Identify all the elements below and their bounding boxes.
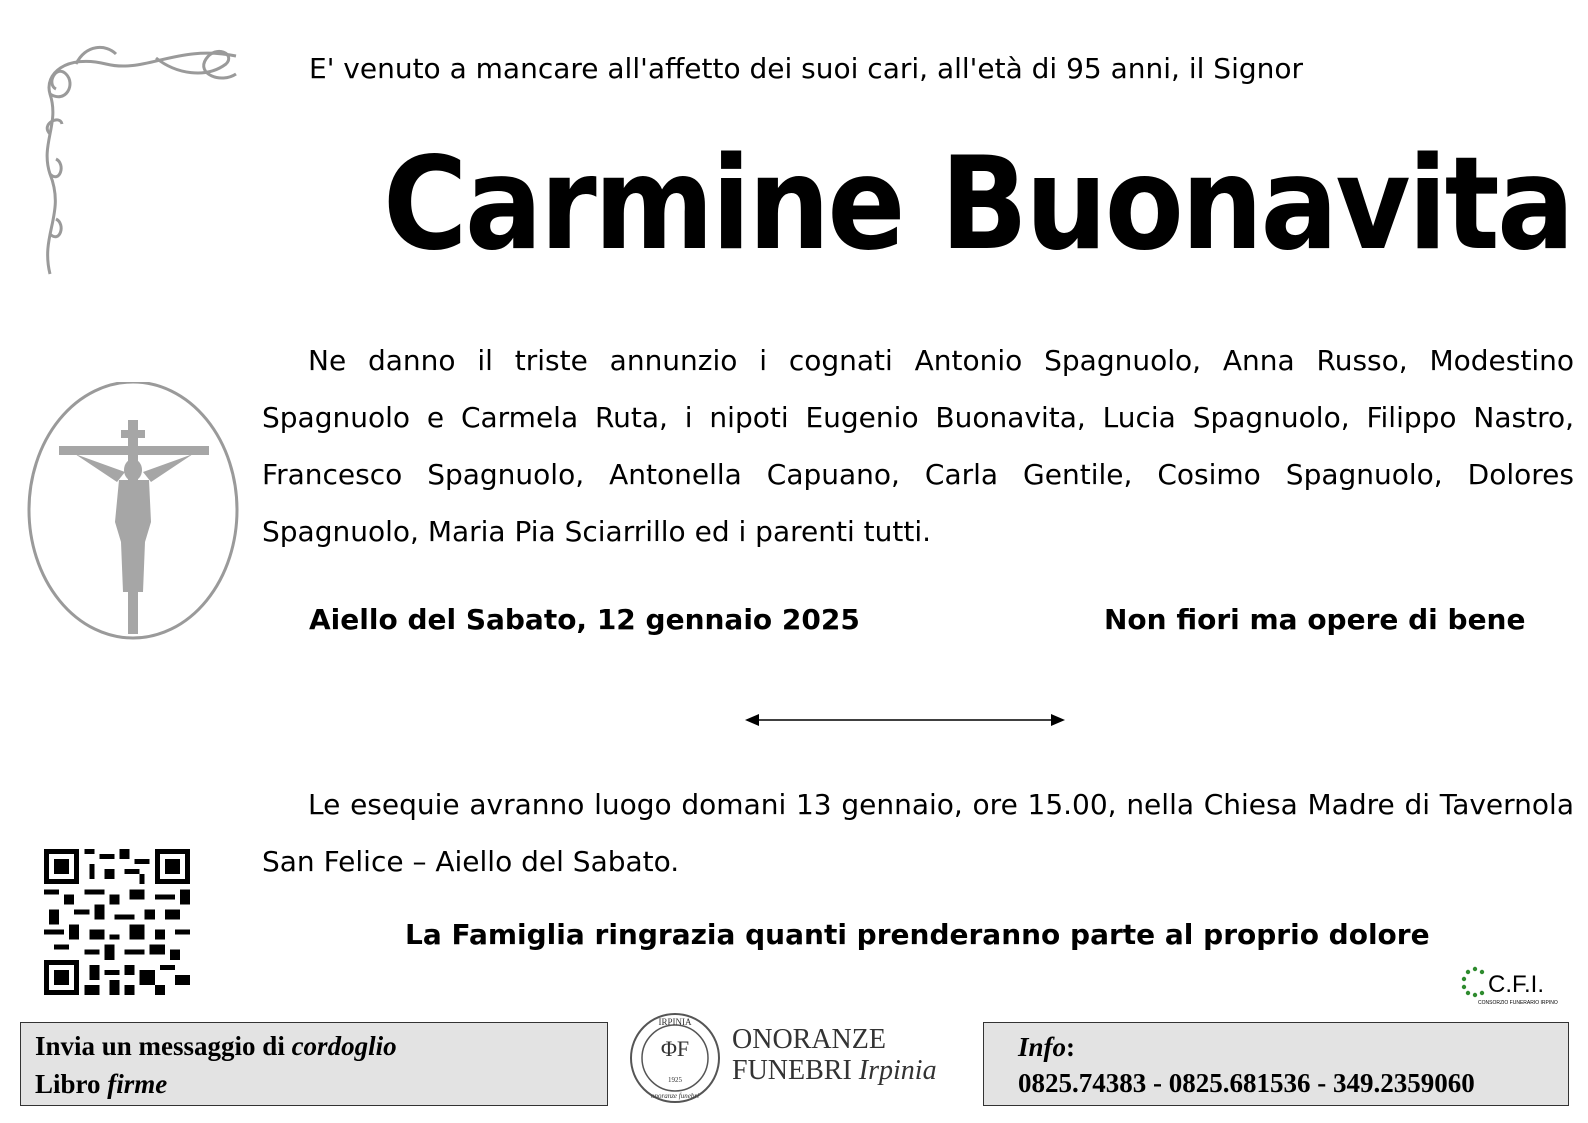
qr-code-icon[interactable] bbox=[44, 849, 190, 995]
signature-book-link[interactable] bbox=[35, 1065, 593, 1103]
svg-text:ΦF: ΦF bbox=[660, 1036, 690, 1061]
seal-bottom-text: onoranze funebri bbox=[650, 1092, 700, 1100]
info-box bbox=[983, 1022, 1569, 1106]
book-prefix: Libro bbox=[35, 1069, 108, 1099]
crucifix-icon bbox=[25, 382, 245, 652]
seal-top-text: IRPINIA bbox=[658, 1017, 692, 1027]
condolence-box[interactable] bbox=[20, 1022, 608, 1106]
company-line2: FUNEBRI bbox=[732, 1055, 859, 1086]
family-paragraph bbox=[262, 332, 1574, 560]
family-text: Ne danno il triste annunzio i cognati Antonio Spagnuolo, Anna Russo, Modestino Spagnuolo e Carmela Ruta, i nipoti Eugenio Buonavita, Lucia Spagnuolo, Filippo Nastro, Francesco Spagnuolo, Antonella Capuano, Carla Gentile, Cosimo Spagnuolo, Dolores Spagnuolo, Maria Pia Sciarrillo ed i parenti tutti. bbox=[262, 344, 1574, 548]
company-line2-italic: Irpinia bbox=[858, 1055, 937, 1086]
motto-text: Non fiori ma opere di bene bbox=[1104, 603, 1526, 636]
corner-ornament-icon bbox=[36, 34, 246, 284]
cfi-logo-icon bbox=[1458, 965, 1566, 1007]
phone-numbers[interactable]: 0825.74383 - 0825.681536 - 349.2359060 bbox=[1018, 1068, 1475, 1098]
place-date: Aiello del Sabato, 12 gennaio 2025 bbox=[309, 603, 860, 636]
cfi-subtext: CONSORZIO FUNERARIO IRPINO bbox=[1478, 1000, 1558, 1006]
info-label: Info bbox=[1018, 1032, 1067, 1062]
deceased-name: Carmine Buonavita bbox=[383, 130, 1573, 279]
company-name bbox=[732, 1024, 937, 1086]
funeral-text: Le esequie avranno luogo domani 13 gennaio, ore 15.00, nella Chiesa Madre di Tavernola San Felice – Aiello del Sabato. bbox=[262, 788, 1574, 878]
seal-year: 1925 bbox=[668, 1076, 682, 1084]
double-arrow-icon bbox=[745, 710, 1065, 730]
book-italic: firme bbox=[107, 1069, 168, 1099]
intro-text: E' venuto a mancare all'affetto dei suoi cari, all'età di 95 anni, il Signor bbox=[309, 52, 1304, 85]
cfi-text: C.F.I. bbox=[1488, 971, 1545, 998]
condolence-prefix: Invia un messaggio di bbox=[35, 1031, 292, 1061]
funeral-paragraph bbox=[262, 776, 1574, 890]
condolence-link[interactable] bbox=[35, 1027, 593, 1065]
thanks-text: La Famiglia ringrazia quanti prenderanno parte al proprio dolore bbox=[405, 918, 1430, 951]
company-seal-icon bbox=[627, 1010, 723, 1106]
info-colon: : bbox=[1066, 1032, 1076, 1062]
condolence-italic: cordoglio bbox=[291, 1031, 397, 1061]
company-line1: ONORANZE bbox=[732, 1024, 886, 1055]
